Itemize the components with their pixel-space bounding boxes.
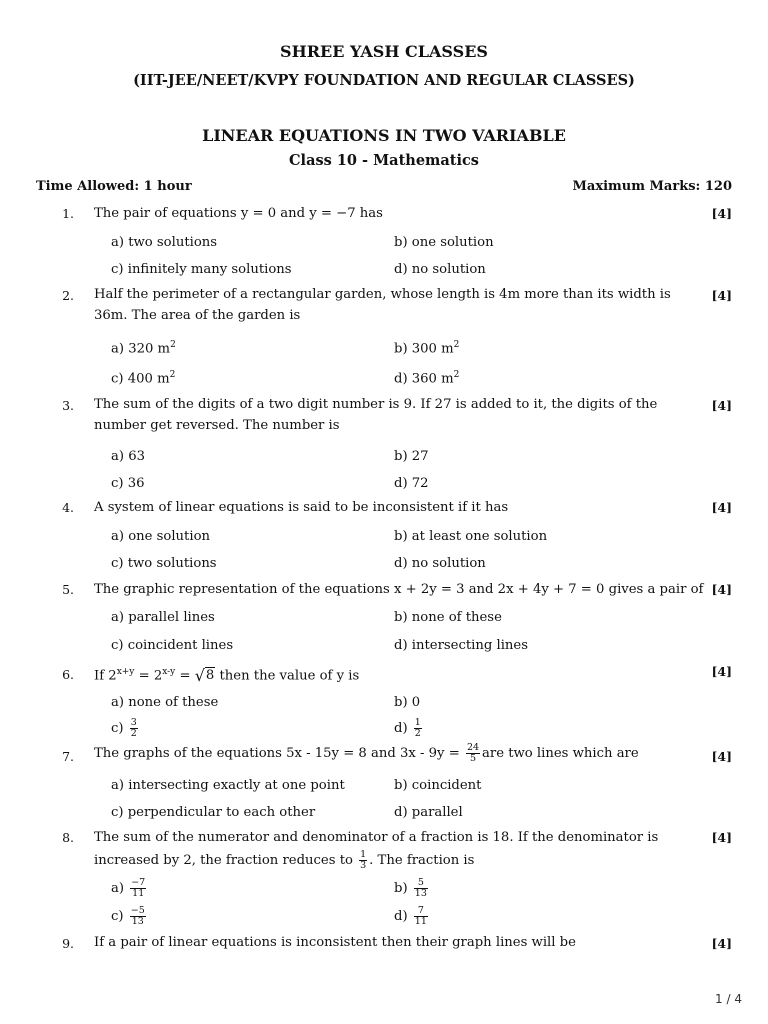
question-marks: [4] (711, 288, 732, 303)
option-c: c) two solutions (111, 556, 217, 571)
question-number: 8. (62, 830, 74, 845)
option-d: d) 72 (394, 476, 429, 491)
question-text: If a pair of linear equations is inconsistent then their graph lines will be (94, 935, 576, 950)
option-b: b) one solution (394, 235, 494, 250)
option-a: a) intersecting exactly at one point (111, 778, 345, 793)
question-number: 1. (62, 206, 74, 221)
option-c: c) coincident lines (111, 638, 234, 653)
option-b: b) $\frac{5}{13}$ (394, 877, 427, 899)
option-d: d) no solution (394, 556, 486, 571)
question-marks: [4] (711, 830, 732, 845)
question-number: 6. (62, 667, 74, 682)
option-b: b) 300 $m^2$ (394, 340, 460, 357)
option-c: c) infinitely many solutions (111, 262, 292, 277)
question-marks: [4] (711, 749, 732, 764)
option-a: a) parallel lines (111, 610, 215, 625)
question-number: 4. (62, 500, 74, 515)
question-marks: [4] (711, 206, 732, 221)
option-a: a) $\frac{-7}{11}$ (111, 877, 146, 899)
question-number: 7. (62, 749, 74, 764)
institute-name: SHREE YASH CLASSES (280, 42, 488, 61)
question-text: Half the perimeter of a rectangular garden, whose length is 4m more than its width is 36m. The area of the garden is (94, 287, 671, 323)
option-d: d) parallel (394, 805, 463, 820)
question-text: If $2^{x+y} = 2^{x-y} = √8$ then the value of y is (94, 666, 360, 686)
question-text: The sum of the digits of a two digit number is 9. If 27 is added to it, the digits of the number get reversed. The number is (94, 397, 658, 433)
max-marks: Maximum Marks: 120 (572, 179, 732, 194)
option-b: b) 0 (394, 695, 421, 710)
question-marks: [4] (711, 936, 732, 951)
question-text: The pair of equations y = 0 and y = −7 has (94, 206, 383, 221)
page-number: 1 / 4 (715, 992, 742, 1006)
option-a: a) none of these (111, 695, 219, 710)
question-marks: [4] (711, 500, 732, 515)
sqrt-symbol: √ (194, 666, 205, 686)
question-marks: [4] (711, 398, 732, 413)
option-d: d) $\frac{7}{11}$ (394, 905, 427, 927)
time-allowed: Time Allowed: 1 hour (36, 179, 192, 194)
paper-subtitle: Class 10 - Mathematics (289, 152, 479, 169)
option-c: c) $\frac{3}{2}$ (111, 717, 137, 739)
question-marks: [4] (711, 664, 732, 679)
option-c: c) perpendicular to each other (111, 805, 316, 820)
option-d: d) $\frac{1}{2}$ (394, 717, 421, 739)
question-text: The graphic representation of the equations x + 2y = 3 and 2x + 4y + 7 = 0 gives a pair of (94, 582, 704, 597)
question-number: 9. (62, 936, 74, 951)
question-text: The graphs of the equations 5x - 15y = 8 and 3x - 9y = $\frac{24}{5}$ are two lines which are (94, 742, 639, 764)
option-a: a) 320 $m^2$ (111, 340, 176, 357)
question-marks: [4] (711, 582, 732, 597)
option-c: c) 36 (111, 476, 145, 491)
paper-title: LINEAR EQUATIONS IN TWO VARIABLE (202, 126, 566, 145)
option-b: b) at least one solution (394, 529, 548, 544)
question-number: 2. (62, 288, 74, 303)
option-d: d) intersecting lines (394, 638, 528, 653)
option-d: d) no solution (394, 262, 486, 277)
option-b: b) coincident (394, 778, 482, 793)
option-a: a) 63 (111, 449, 145, 464)
option-c: c) 400 $m^2$ (111, 370, 176, 387)
institute-tagline: (IIT-JEE/NEET/KVPY FOUNDATION AND REGULAR CLASSES) (133, 72, 635, 89)
option-d: d) 360 $m^2$ (394, 370, 460, 387)
question-number: 5. (62, 582, 74, 597)
question-text: A system of linear equations is said to be inconsistent if it has (94, 500, 509, 515)
option-a: a) two solutions (111, 235, 218, 250)
option-b: b) 27 (394, 449, 429, 464)
option-b: b) none of these (394, 610, 502, 625)
option-c: c) $\frac{-5}{13}$ (111, 905, 145, 927)
option-a: a) one solution (111, 529, 210, 544)
question-text: The sum of the numerator and denominator of a fraction is 18. If the denominator is increased by 2, the fraction reduces to $\frac{1}{3}$ . The fraction is (94, 830, 659, 871)
question-number: 3. (62, 398, 74, 413)
